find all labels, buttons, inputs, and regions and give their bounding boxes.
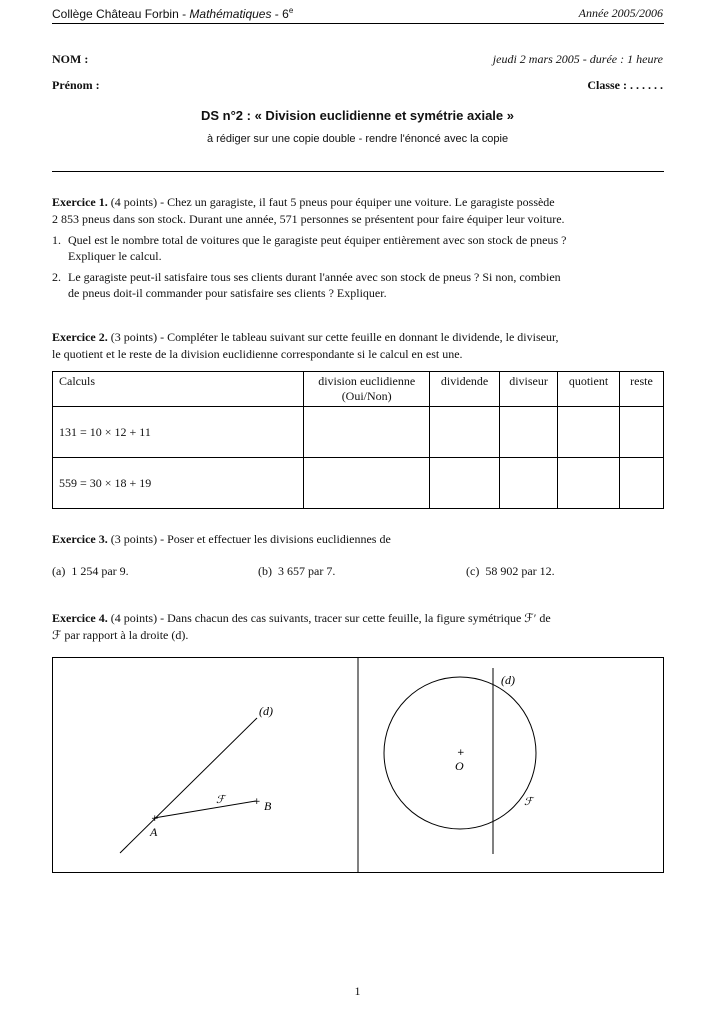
ex1-q2-line2: de pneus doit-il commander pour satisfaire ses clients ? Expliquer.	[68, 286, 387, 300]
ex1-q1-num: 1.	[52, 233, 61, 247]
ex1-line2: 2 853 pneus dans son stock. Durant une année, 571 personnes se présentent pour faire équiper leur voiture.	[52, 212, 565, 226]
subject: Mathématiques	[189, 7, 272, 21]
answer-cell[interactable]	[500, 458, 558, 509]
ex3-head: Exercice 3.	[52, 532, 108, 546]
table-row	[53, 407, 664, 458]
ex4-head: Exercice 4.	[52, 611, 108, 625]
point-a-label: A	[150, 825, 158, 839]
answer-cell[interactable]	[430, 407, 500, 458]
ex1-head: Exercice 1.	[52, 195, 108, 209]
header-rule	[52, 23, 664, 24]
col-division: division euclidienne (Oui/Non)	[304, 372, 430, 407]
ex1-q1-line2: Expliquer le calcul.	[68, 249, 162, 263]
col-diviseur: diviseur	[500, 372, 558, 407]
page-title: DS n°2 : « Division euclidienne et symétrie axiale »	[201, 108, 514, 123]
page-subtitle: à rédiger sur une copie double - rendre l'énoncé avec la copie	[206, 133, 509, 145]
figure-frame	[52, 657, 664, 873]
calc-table	[52, 371, 664, 509]
answer-cell[interactable]	[619, 458, 663, 509]
answer-cell[interactable]	[304, 407, 430, 458]
ex3-item-c: (c) 58 902 par 12.	[466, 564, 555, 578]
point-b-label: B	[264, 799, 272, 813]
circle-f-label: ℱ	[524, 795, 533, 808]
line-d-left	[120, 718, 257, 853]
ex2-line1: Exercice 2. (3 points) - Compléter le tableau suivant sur cette feuille en donnant le dividende, le diviseur,	[52, 330, 559, 344]
calc-cell: 559 = 30 × 18 + 19	[53, 458, 304, 509]
ex2-head: Exercice 2.	[52, 330, 108, 344]
table-header-row	[53, 372, 664, 407]
school-name: Collège Château Forbin -	[52, 7, 190, 21]
point-b-mark: +	[253, 797, 261, 807]
segment-f-label: ℱ	[216, 793, 225, 806]
title-rule	[52, 171, 664, 172]
answer-cell[interactable]	[500, 407, 558, 458]
answer-cell[interactable]	[558, 407, 620, 458]
center-o-mark: +	[457, 748, 465, 758]
line-d-right-label: (d)	[501, 673, 515, 687]
grade-sup: e	[288, 6, 294, 15]
answer-cell[interactable]	[430, 458, 500, 509]
table-row	[53, 458, 664, 509]
col-calculs: Calculs	[53, 372, 304, 407]
prenom-label: Prénom :	[52, 78, 100, 92]
ex3-item-b: (b) 3 657 par 7.	[258, 564, 336, 578]
ex4-line1: Exercice 4. (4 points) - Dans chacun des cas suivants, tracer sur cette feuille, la figure symétrique ℱ′ de	[52, 611, 551, 625]
page-number: 1	[354, 984, 361, 998]
segment-ab	[154, 801, 256, 818]
answer-cell[interactable]	[619, 407, 663, 458]
ex3-item-a: (a) 1 254 par 9.	[52, 564, 129, 578]
line-d-left-label: (d)	[259, 704, 273, 718]
col-reste: reste	[619, 372, 663, 407]
ex1-q2-num: 2.	[52, 270, 61, 284]
date-text: jeudi 2 mars 2005 - durée : 1 heure	[492, 52, 663, 66]
figure-svg	[53, 658, 663, 872]
col-division-sub: (Oui/Non)	[341, 389, 392, 403]
header-year: Année 2005/2006	[578, 6, 663, 20]
col-quotient: quotient	[558, 372, 620, 407]
calc-cell: 131 = 10 × 12 + 11	[53, 407, 304, 458]
point-a-mark: +	[151, 814, 159, 824]
ex3-line1: Exercice 3. (3 points) - Poser et effectuer les divisions euclidiennes de	[52, 532, 391, 546]
answer-cell[interactable]	[558, 458, 620, 509]
col-dividende: dividende	[430, 372, 500, 407]
center-o-label: O	[455, 759, 464, 773]
ex1-line1: Exercice 1. (4 points) - Chez un garagiste, il faut 5 pneus pour équiper une voiture. Le garagiste possède	[52, 195, 555, 209]
header-school	[52, 6, 293, 21]
nom-label: NOM :	[52, 52, 89, 66]
ex2-line2: le quotient et le reste de la division euclidienne correspondante si le calcul en est une.	[52, 347, 463, 361]
grade: - 6	[271, 7, 289, 21]
ex4-line2: ℱ par rapport à la droite (d).	[52, 628, 189, 642]
ex1-q2-line1: Le garagiste peut-il satisfaire tous ses clients durant l'année avec son stock de pneus ? Si non, combien	[68, 270, 561, 284]
answer-cell[interactable]	[304, 458, 430, 509]
classe-label: Classe : . . . . . .	[587, 78, 663, 92]
ex1-q1-line1: Quel est le nombre total de voitures que le garagiste peut équiper entièrement avec son stock de pneus ?	[68, 233, 567, 247]
